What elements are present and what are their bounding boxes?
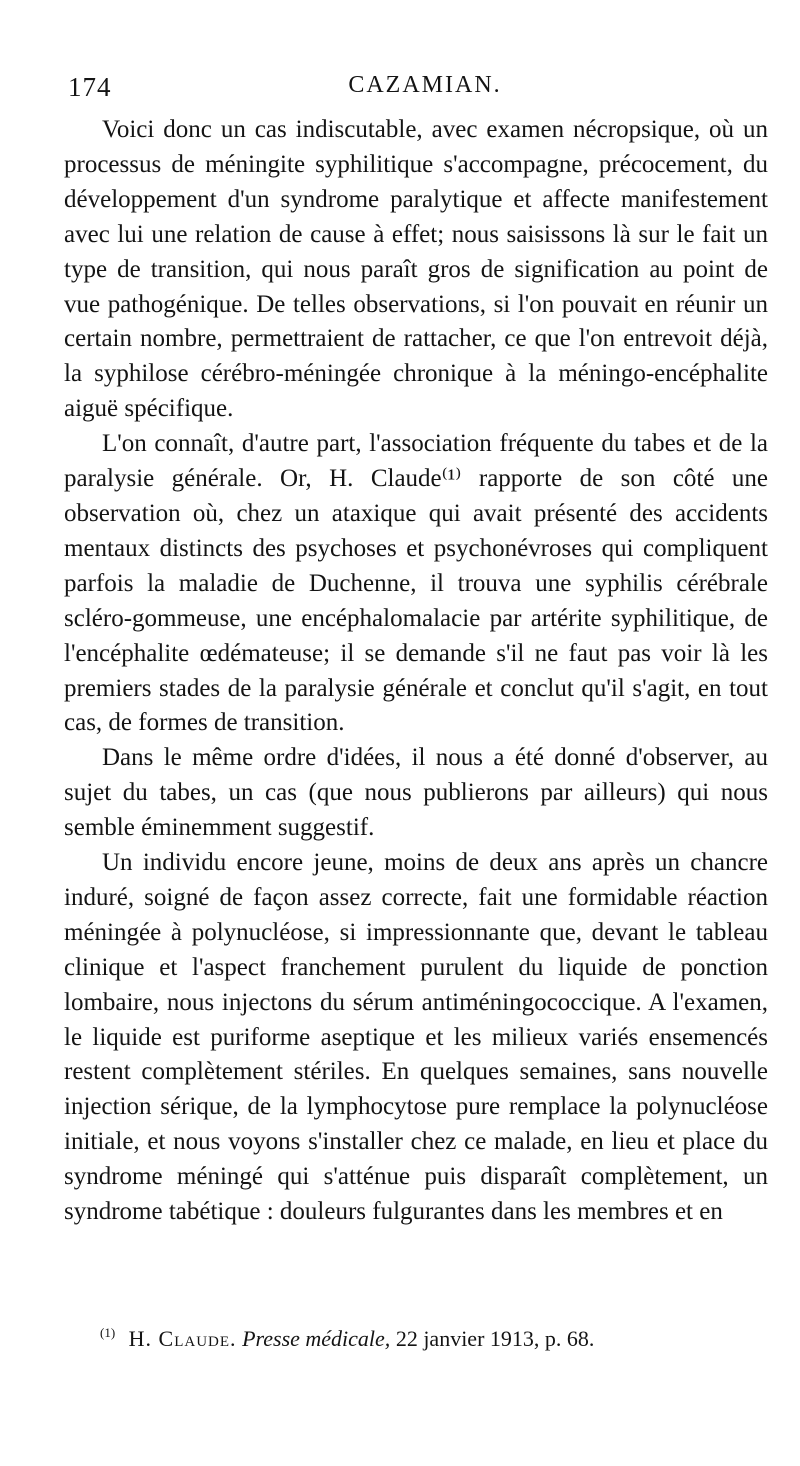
footnote-journal: Presse médicale, bbox=[242, 1326, 391, 1351]
running-title: CAZAMIAN. bbox=[348, 72, 502, 98]
body-text bbox=[64, 113, 768, 1230]
paragraph: Voici donc un cas indiscutable, avec examen nécropsique, où un processus de méningite syphilitique s'accompagne, précocement, du développement d'un syndrome paralytique et affecte manifestement avec lui une relation de cause à effet; nous saisissons là sur le fait un type de transition, qui nous paraît gros de signification au point de vue pathogénique. De telles observations, si l'on pouvait en réunir un certain nombre, permettraient de rattacher, ce que l'on entrevoit déjà, la syphilose cérébro-méningée chronique à la méningo-encéphalite aiguë spécifique. bbox=[64, 116, 768, 423]
paragraph: Dans le même ordre d'idées, il nous a été donné d'observer, au sujet du tabes, un cas (que nous publierons par ailleurs) qui nous semble éminemment suggestif. bbox=[64, 744, 768, 842]
footnote-marker: (1) bbox=[100, 1325, 116, 1340]
page-number: 174 bbox=[68, 72, 112, 102]
footnote-author: H. Claude. bbox=[128, 1326, 237, 1351]
footnote-details: 22 janvier 1913, p. 68. bbox=[395, 1326, 595, 1351]
running-head bbox=[68, 72, 782, 108]
footnote bbox=[100, 1318, 760, 1354]
paragraph: Un individu encore jeune, moins de deux ans après un chancre induré, soigné de façon assez correcte, fait une formidable réaction méningée à polynucléose, si impressionnante que, devant le tableau clinique et l'aspect franchement purulent du liquide de ponction lombaire, nous injectons du sérum antiméningococcique. A l'examen, le liquide est puriforme aseptique et les milieux variés ensemencés restent complètement stériles. En quelques semaines, sans nouvelle injection sérique, de la lymphocytose pure remplace la polynucléose initiale, et nous voyons s'installer chez ce malade, en lieu et place du syndrome méningé qui s'atténue puis disparaît complètement, un syndrome tabétique : douleurs fulgurantes dans les membres et en bbox=[64, 849, 768, 1226]
paragraph: L'on connaît, d'autre part, l'association fréquente du tabes et de la paralysie générale. Or, H. Claude⁽¹⁾ rapporte de son côté une observation où, chez un ataxique qui avait présenté des accidents mentaux distincts des psychoses et psychonévroses qui compliquent parfois la maladie de Duchenne, il trouva une syphilis cérébrale scléro-gommeuse, une encéphalomalacie par artérite syphilitique, de l'encéphalite œdémateuse; il se demande s'il ne faut pas voir là les premiers stades de la paralysie générale et conclut qu'il s'agit, en tout cas, de formes de transition. bbox=[64, 430, 768, 737]
